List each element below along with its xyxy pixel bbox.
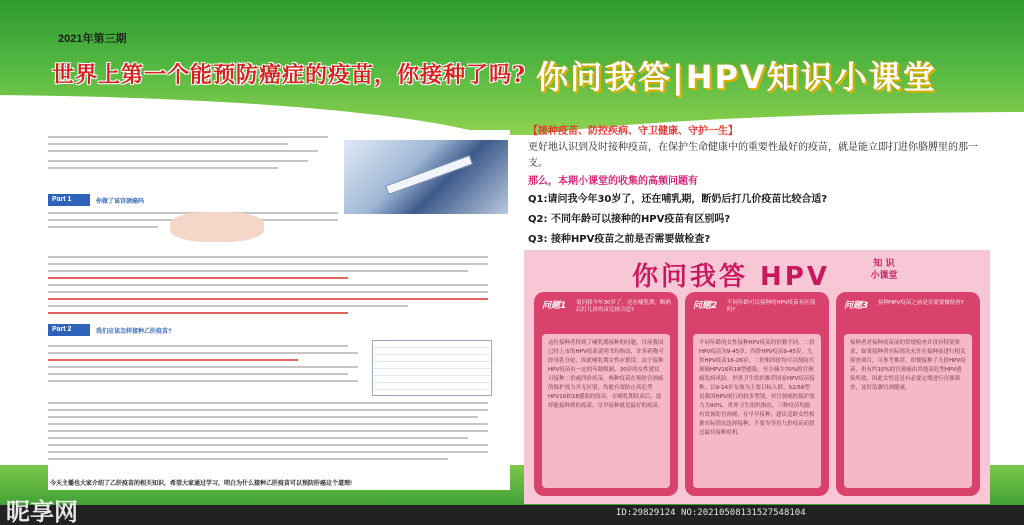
vaccine-table [372, 340, 492, 396]
part1-title: 你做了该宫颈癌吗 [96, 199, 145, 205]
text-line [48, 136, 328, 138]
highlight-line [48, 298, 488, 300]
qa-card-answer: 不同年龄的女性接种HPV疫苗的价数不同。二价HPV疫苗为9-45岁，四价HPV疫苗9-45岁，九价HPV疫苗16-26岁。二价和四价均可以预防宫颈癌HPV16和18型感染，至少减少70%的宫颈癌发病风险。世界卫生组织推荐国家HPV疫苗接种，以9-14岁女孩为主要目标人群。52/58型是我国HPV流行的较多型别，对宫颈癌的保护效力为90%。世界卫生组织指出，三种疫苗均能有效预防宫颈癌，在早早接种，建议适龄女性根据实际情况选择接种，不要为等待九价疫苗而错过最佳接种时机。 [699, 340, 815, 436]
text-line [48, 437, 468, 439]
qa-card-number: 问题2 [693, 301, 718, 311]
qa-card-number: 问题1 [542, 301, 567, 311]
text-line [48, 291, 488, 293]
text-line [48, 352, 358, 354]
highlight-line [48, 359, 298, 361]
text-line [48, 402, 488, 404]
text-line [48, 226, 158, 228]
qa-card-answer: 这位接种者得到了哺乳期接种的问题，目前我国已经上市的HPV疫苗说明书均指出，许多药物可经母乳分泌，因此哺乳期女性应慎用。由于接种HPV疫苗有一定的年龄限制，30岁的女性建议可接种二价或四价疫苗，两种疫苗在预防宫颈癌的保护效力并无区别，均能有效防止高危型HPV16和18感染的疫苗。在哺乳期结束后，选择能接种到的疫苗，尽早接种就是最好的疫苗。 [548, 340, 664, 409]
text-line [48, 143, 288, 145]
qa-card-2 [685, 292, 829, 496]
text-line [48, 409, 488, 411]
watermark-logo: 昵享网 [6, 497, 78, 525]
intro-body: 更好地认识到及时接种疫苗，在保护生命健康中的重要性最好的疫苗，就是能立即打进你胳膊里的那一支。 [528, 142, 978, 169]
vaccine-photo [344, 140, 508, 214]
intro-section [528, 122, 978, 250]
qa-card-body [693, 334, 821, 488]
text-line [48, 256, 488, 258]
issue-label: 2021年第三期 [58, 33, 127, 45]
text-line [48, 270, 468, 272]
qa-card-head [844, 298, 974, 332]
text-line [48, 366, 358, 368]
text-line [48, 380, 358, 382]
question-3: Q3: 接种HPV疫苗之前是否需要做检查? [528, 234, 711, 245]
qa-card-answer: 接种者对接种疫苗前的常规检查并没有特别要求，如果接种者实际情况允许在接种前进行相关筛查项目，可参考推荐，即便接种了九价HPV疫苗，仍有约10%的宫颈癌由其他高危型HPV感染所致，因此女性还是有必要定期进行宫颈筛查，及时监测宫颈健康。 [850, 340, 966, 391]
part2-title: 我们应该怎样接种乙肝疫苗? [96, 329, 172, 335]
text-line [48, 416, 478, 418]
qa-card-question: 接种HPV疫苗之前是否需要做检查? [878, 300, 964, 306]
question-1: Q1:请问我今年30岁了，还在哺乳期，断奶后打几价疫苗比较合适? [528, 194, 828, 205]
text-line [48, 263, 488, 265]
text-line [48, 373, 348, 375]
qa-card-question: 请问我今年30岁了，还在哺乳期，断奶后打几价疫苗比较合适? [576, 300, 671, 313]
qa-card-head [542, 298, 672, 332]
text-line [48, 160, 308, 162]
intro-tag: 【接种疫苗、防控疾病、守卫健康、守护一生】 [528, 126, 738, 137]
headline: 世界上第一个能预防癌症的疫苗，你接种了吗? [52, 62, 526, 88]
text-line [48, 305, 408, 307]
part2-tag: Part 2 [48, 324, 90, 336]
article-footer: 今天主播也大家介绍了乙肝疫苗的相关知识，希望大家通过学习，明白为什么接种乙肝疫苗可以预防肝癌这个道理! [50, 481, 353, 487]
question-2: Q2: 不同年龄可以接种的HPV疫苗有区别吗? [528, 214, 731, 225]
qa-card-body [844, 334, 972, 488]
syringe-image [385, 155, 473, 195]
qa-card-number: 问题3 [844, 301, 869, 311]
qa-card-head [693, 298, 823, 332]
qa-card-1 [534, 292, 678, 496]
qa-panel [524, 250, 990, 504]
text-line [48, 458, 448, 460]
text-line [48, 430, 488, 432]
text-line [48, 150, 318, 152]
text-line [48, 444, 488, 446]
text-line [48, 423, 488, 425]
part1-tag: Part 1 [48, 194, 90, 206]
qa-card-question: 不同年龄可以接种的HPV疫苗有区别吗? [727, 300, 816, 313]
intro-lead: 那么，本期小课堂的收集的高频问题有 [528, 176, 698, 187]
qa-card-body [542, 334, 670, 488]
highlight-line [48, 312, 348, 314]
qa-card-3 [836, 292, 980, 496]
text-line [48, 284, 488, 286]
text-line [48, 167, 278, 169]
article-panel [48, 130, 510, 490]
text-line [48, 451, 488, 453]
watermark-id: ID:29829124 NO:20210508131527548104 [616, 508, 806, 518]
hpv-title: 你问我答|HPV知识小课堂 [536, 58, 937, 96]
text-line [48, 345, 348, 347]
cervix-diagram [170, 212, 264, 242]
highlight-line [48, 277, 348, 279]
qa-panel-title: 你问我答 HPV [632, 262, 830, 292]
watermark-bar [0, 505, 1024, 525]
qa-panel-subtitle: 知 识 小课堂 [870, 259, 898, 281]
